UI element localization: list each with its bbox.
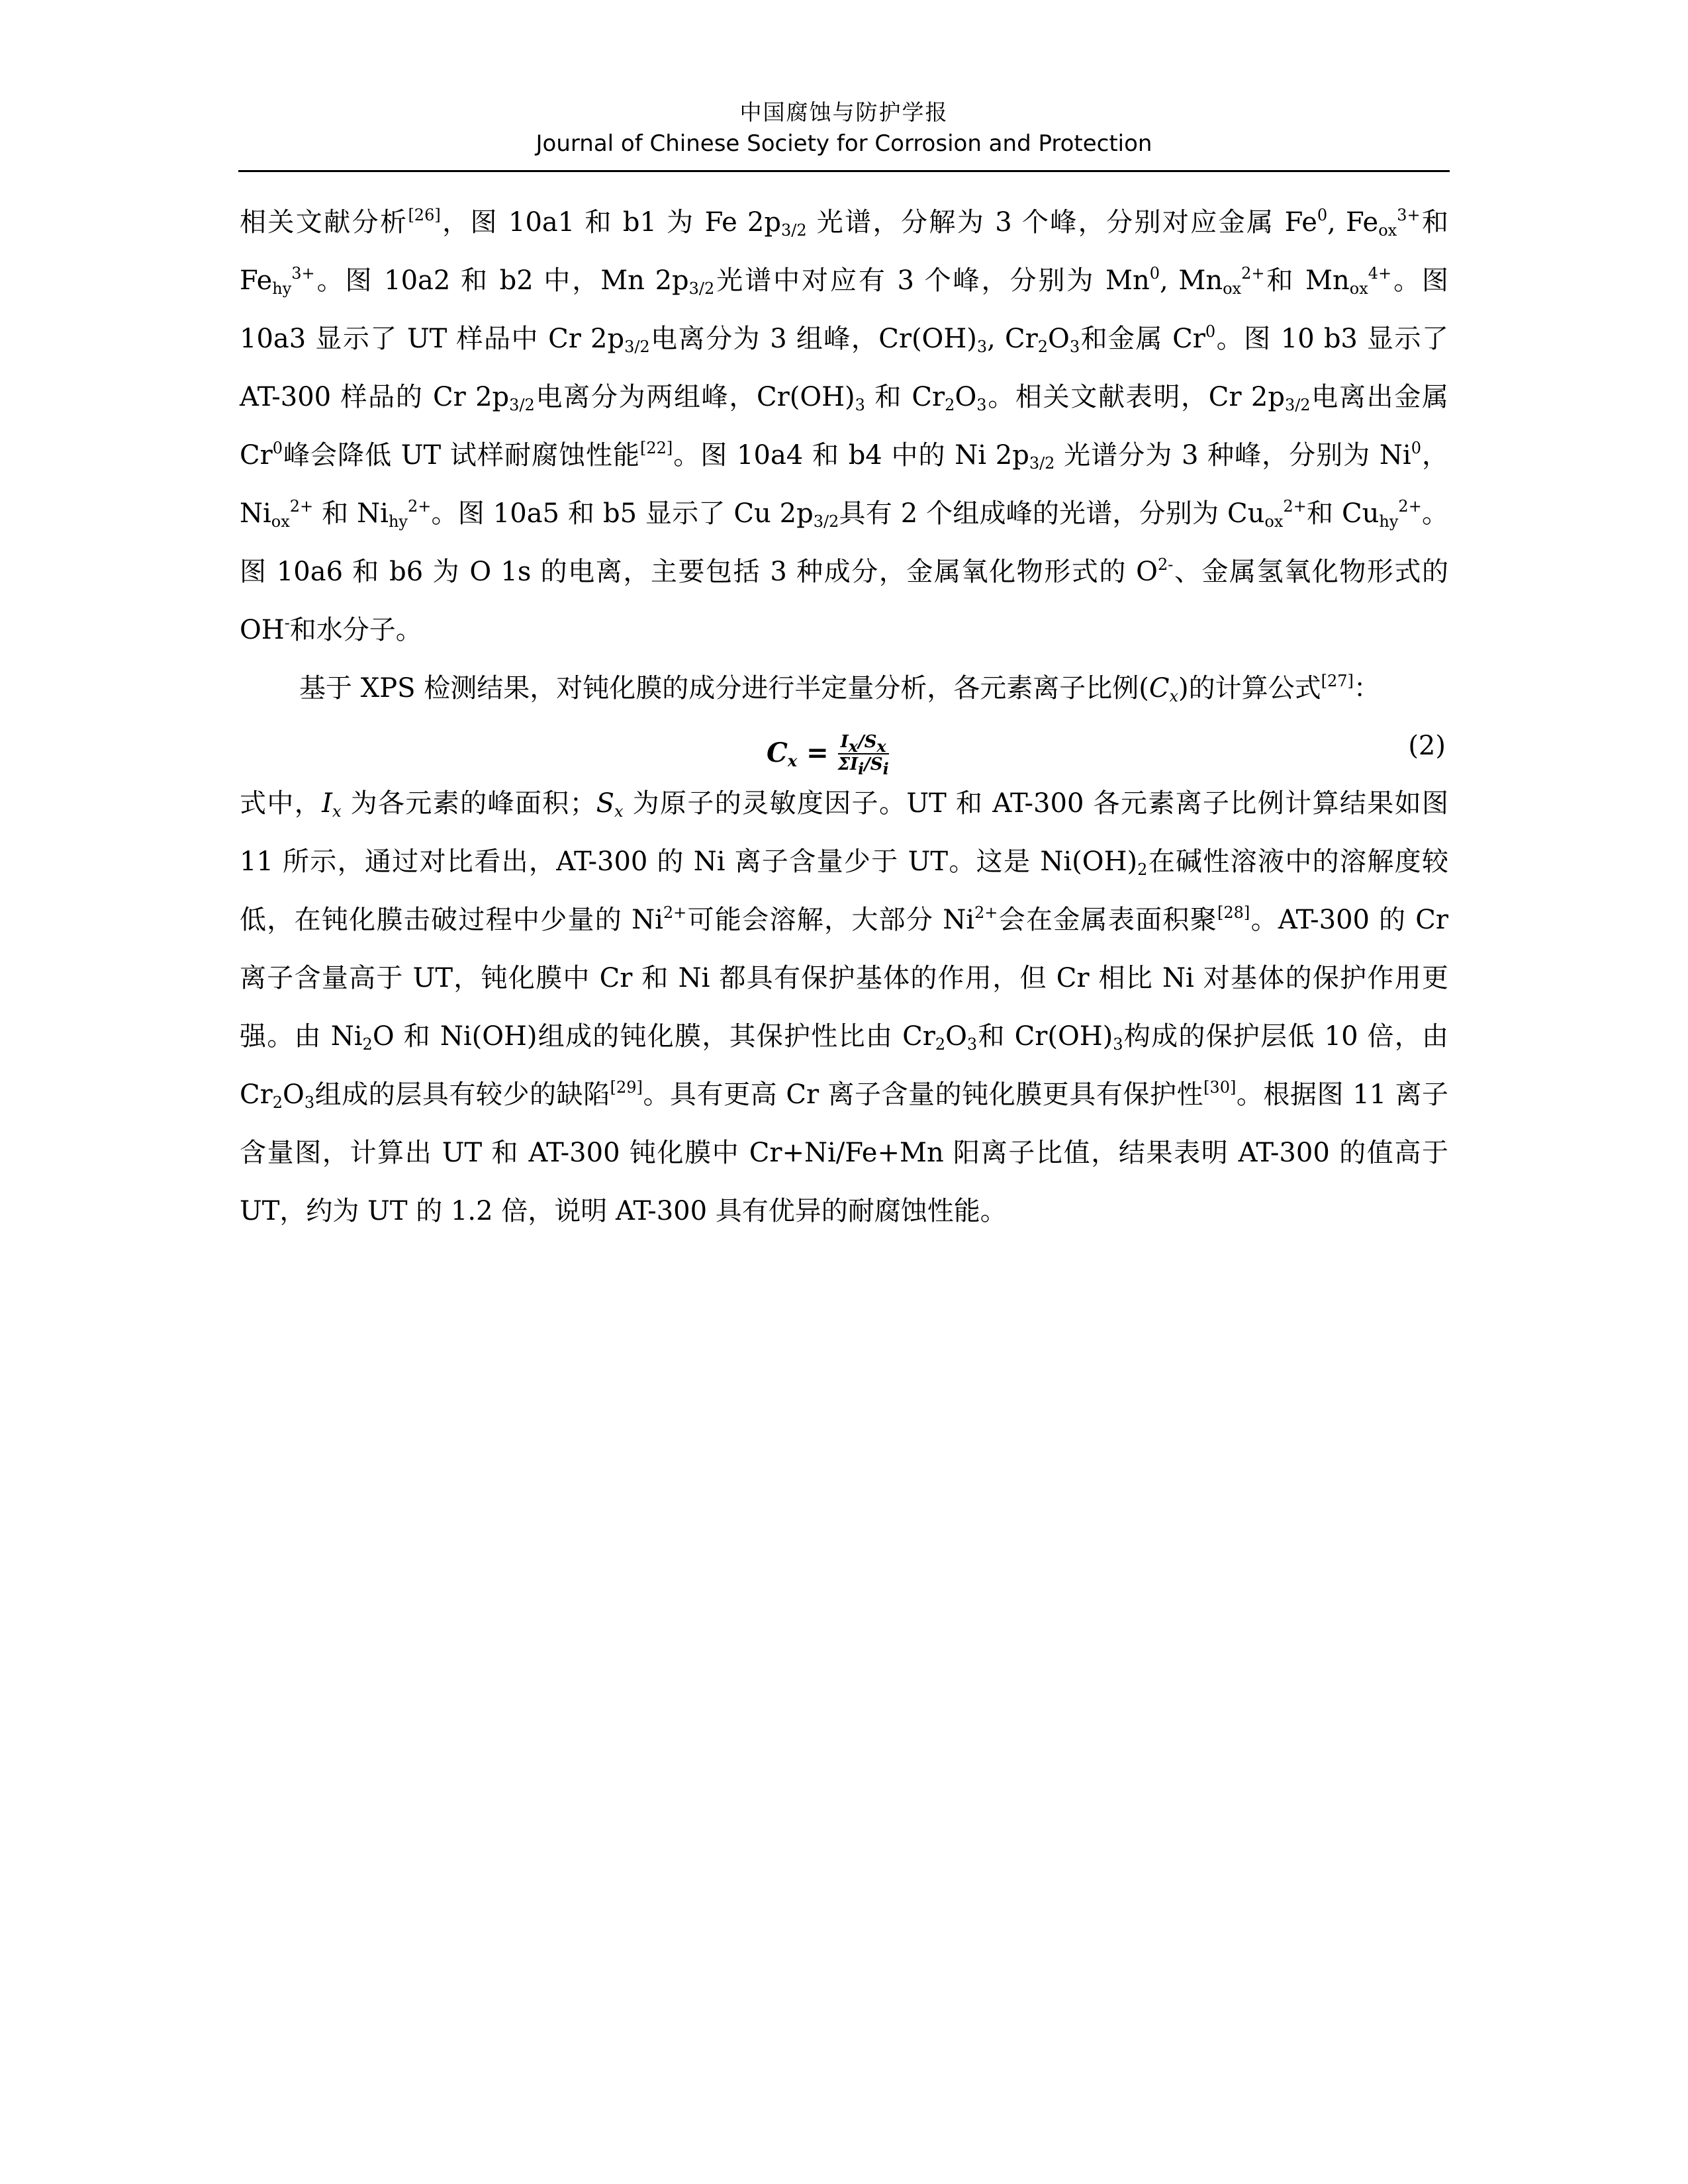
citation: [30] — [1203, 1078, 1237, 1097]
paragraph-semi-quantitative: 基于 XPS 检测结果，对钝化膜的成分进行半定量分析，各元素离子比例$(C_x)$的计算公式[27]： — [299, 672, 1380, 705]
citation: [29] — [610, 1078, 643, 1097]
paragraph-xps-peaks: 相关文献分析[26]，图 10a1 和 b1 为 Fe $2p_{3/2}$ 光谱，分解为 3 个峰，分别对应金属 Fe$^0$, $Fe_{ox}^{3+}$和 $Fe_{hy}^{3+}$。图 10a2 和 b2 中，Mn $2p_{3/2}$光谱中对应有 3 个峰，分别为 Mn$^0$, $Mn_{ox}^{2+}$和 $Mn_{ox}^{4+}$。图 10a3 显示了 UT 样品中 Cr $2p_{3/2}$电离分为 3 组峰，$Cr(OH)_3$, $Cr_2O_3$和金属 Cr$^0$。图 10 b3 显示了 AT-300 样品的 Cr $2p_{3/2}$电离分为两组峰，$Cr(OH)_3$ 和 $Cr_2O_3$。相关文献表明，Cr $2p_{3/2}$电离出金属 Cr$^0$峰会降低 UT 试样耐腐蚀性能[22]。图 10a4 和 b4 中的 Ni $2p_{3/2}$ 光谱分为 3 种峰，分别为 Ni$^0$，$Ni_{ox}^{2+}$ 和 $Ni_{hy}^{2+}$。图 10a5 和 b5 显示了 Cu $2p_{3/2}$具有 2 个组成峰的光谱，分别为 $Cu_{ox}^{2+}$和 $Cu_{hy}^{2+}$。图 10a6 和 b6 为 O 1s 的电离，主要包括 3 种成分，金属氧化物形式的 $O^{2-}$、金属氢氧化物形式的 OH-和水分子。 — [240, 206, 1449, 645]
equation-number: (2) — [1408, 731, 1446, 761]
citation: [26] — [408, 206, 441, 224]
citation: [22] — [640, 439, 673, 457]
citation: [27] — [1321, 672, 1354, 690]
equation-formula: $C_x$ = $\frac{I_x/S_x}{\Sigma I_i/S_i}$ — [767, 732, 889, 778]
header-rule — [238, 170, 1450, 172]
journal-title-en: Journal of Chinese Society for Corrosion and Protection — [536, 130, 1152, 157]
equation-2 — [240, 717, 1448, 778]
citation: [28] — [1217, 903, 1250, 922]
running-header — [238, 98, 1450, 159]
journal-title-cn: 中国腐蚀与防护学报 — [739, 99, 949, 125]
article-body — [240, 193, 1448, 1240]
paragraph-results: 式中，$I_x$ 为各元素的峰面积；$S_x$ 为原子的灵敏度因子。UT 和 AT-300 各元素离子比例计算结果如图 11 所示，通过对比看出，AT-300 的 Ni 离子含量少于 UT。这是 $Ni(OH)_2$在碱性溶液中的溶解度较低，在钝化膜击破过程中少量的 $Ni^{2+}$可能会溶解，大部分 $Ni^{2+}$会在金属表面积聚[28]。AT-300 的 Cr 离子含量高于 UT，钝化膜中 Cr 和 Ni 都具有保护基体的作用，但 Cr 相比 Ni 对基体的保护作用更强。由 $Ni_2O$ 和 Ni(OH)组成的钝化膜，其保护性比由 $Cr_2O_3$和 $Cr(OH)_3$构成的保护层低 10 倍，由 $Cr_2O_3$组成的层具有较少的缺陷[29]。具有更高 Cr 离子含量的钝化膜更具有保护性[30]。根据图 11 离子含量图，计算出 UT 和 AT-300 钝化膜中 Cr+Ni/Fe+Mn 阳离子比值，结果表明 AT-300 的值高于 UT，约为 UT 的 1.2 倍，说明 AT-300 具有优异的耐腐蚀性能。 — [240, 788, 1449, 1226]
